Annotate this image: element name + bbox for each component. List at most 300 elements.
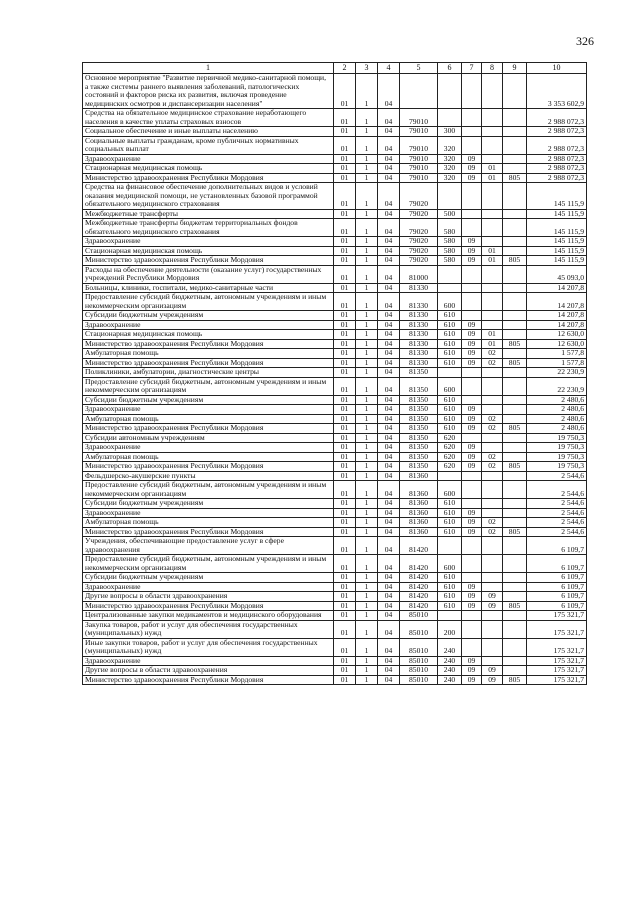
direction-cell: 79010 [400,136,438,154]
table-row [83,620,587,638]
expense-type-cell: 580 [438,246,462,256]
expense-type-cell [438,537,462,555]
subsection-cell [482,74,503,109]
subprogram-cell: 1 [356,675,378,685]
subsection-cell: 09 [482,592,503,602]
subprogram-cell: 1 [356,555,378,573]
subprogram-cell: 1 [356,527,378,537]
section-cell: 09 [462,462,482,472]
amount-cell: 145 115,9 [527,219,587,237]
program-cell: 01 [334,433,356,443]
direction-cell: 81350 [400,405,438,415]
name-cell: Амбулаторная помощь [83,414,334,424]
program-cell: 01 [334,377,356,395]
ministry-cell [503,638,527,656]
table-row [83,395,587,405]
event-cell: 04 [378,358,400,368]
program-cell: 01 [334,173,356,183]
table-row [83,405,587,415]
ministry-cell [503,330,527,340]
subprogram-cell: 1 [356,592,378,602]
amount-cell: 12 630,0 [527,339,587,349]
subsection-cell [482,537,503,555]
subprogram-cell: 1 [356,127,378,137]
name-cell: Стационарная медицинская помощь [83,164,334,174]
table-row [83,339,587,349]
event-cell: 04 [378,136,400,154]
subprogram-cell: 1 [356,183,378,210]
ministry-cell: 805 [503,339,527,349]
event-cell: 04 [378,499,400,509]
direction-cell: 79010 [400,127,438,137]
expense-type-cell: 610 [438,414,462,424]
direction-cell: 81350 [400,368,438,378]
name-cell: Закупка товаров, работ и услуг для обеспечения государственных (муниципальных) нужд [83,620,334,638]
program-cell: 01 [334,349,356,359]
name-cell: Другие вопросы в области здравоохранения [83,592,334,602]
event-cell: 04 [378,265,400,283]
name-cell: Здравоохранение [83,656,334,666]
direction-cell: 81350 [400,452,438,462]
ministry-cell [503,537,527,555]
subprogram-cell: 1 [356,377,378,395]
program-cell: 01 [334,443,356,453]
subsection-cell [482,395,503,405]
expense-type-cell: 610 [438,499,462,509]
expense-type-cell: 610 [438,358,462,368]
expense-type-cell: 240 [438,656,462,666]
section-cell [462,109,482,127]
direction-cell: 81330 [400,293,438,311]
table-row [83,433,587,443]
ministry-cell [503,611,527,621]
table-row [83,283,587,293]
subprogram-cell: 1 [356,283,378,293]
section-cell [462,620,482,638]
ministry-cell [503,377,527,395]
event-cell: 04 [378,405,400,415]
direction-cell: 81420 [400,537,438,555]
direction-cell: 85010 [400,656,438,666]
section-cell: 09 [462,443,482,453]
expense-type-cell: 610 [438,508,462,518]
ministry-cell [503,109,527,127]
ministry-cell [503,246,527,256]
amount-cell: 145 115,9 [527,183,587,210]
event-cell: 04 [378,164,400,174]
name-cell: Здравоохранение [83,508,334,518]
ministry-cell [503,164,527,174]
name-cell: Расходы на обеспечение деятельности (оказание услуг) государственных учреждений Республики Мордовия [83,265,334,283]
subsection-cell [482,368,503,378]
subprogram-cell: 1 [356,499,378,509]
amount-cell: 1 577,8 [527,358,587,368]
column-header: 5 [400,63,438,74]
column-header: 4 [378,63,400,74]
direction-cell: 81350 [400,462,438,472]
section-cell: 09 [462,527,482,537]
amount-cell: 175 321,7 [527,620,587,638]
name-cell: Предоставление субсидий бюджетным, автономным учреждениям и иным некоммерческим организациям [83,293,334,311]
expense-type-cell: 240 [438,638,462,656]
column-header: 10 [527,63,587,74]
program-cell: 01 [334,462,356,472]
amount-cell: 175 321,7 [527,656,587,666]
subsection-cell: 09 [482,666,503,676]
section-cell [462,311,482,321]
subsection-cell: 02 [482,527,503,537]
section-cell [462,183,482,210]
subprogram-cell: 1 [356,154,378,164]
subsection-cell [482,109,503,127]
subprogram-cell: 1 [356,666,378,676]
subprogram-cell: 1 [356,471,378,481]
direction-cell: 81350 [400,377,438,395]
section-cell: 09 [462,164,482,174]
event-cell: 04 [378,638,400,656]
ministry-cell [503,592,527,602]
amount-cell: 2 988 072,3 [527,136,587,154]
table-row [83,164,587,174]
column-header: 1 [83,63,334,74]
subprogram-cell: 1 [356,246,378,256]
direction-cell: 79020 [400,219,438,237]
amount-cell: 145 115,9 [527,246,587,256]
name-cell: Здравоохранение [83,320,334,330]
event-cell: 04 [378,209,400,219]
column-header: 9 [503,63,527,74]
table-row [83,377,587,395]
ministry-cell [503,452,527,462]
name-cell: Амбулаторная помощь [83,349,334,359]
amount-cell: 175 321,7 [527,666,587,676]
subprogram-cell: 1 [356,311,378,321]
program-cell: 01 [334,109,356,127]
expense-type-cell: 610 [438,311,462,321]
program-cell: 01 [334,656,356,666]
program-cell: 01 [334,154,356,164]
name-cell: Основное мероприятие "Развитие первичной медико-санитарной помощи, а также системы раннего выявления заболеваний, патологических состояний и факторов риска их развития, включая проведение медицинских осмотров и диспансеризации населения" [83,74,334,109]
table-row [83,462,587,472]
subsection-cell [482,481,503,499]
ministry-cell [503,74,527,109]
subprogram-cell: 1 [356,620,378,638]
program-cell: 01 [334,368,356,378]
section-cell: 09 [462,518,482,528]
subprogram-cell: 1 [356,330,378,340]
section-cell [462,127,482,137]
direction-cell: 81420 [400,592,438,602]
subprogram-cell: 1 [356,368,378,378]
program-cell: 01 [334,74,356,109]
amount-cell: 12 630,0 [527,330,587,340]
table-row [83,481,587,499]
expense-type-cell: 610 [438,582,462,592]
subsection-cell [482,443,503,453]
table-row [83,499,587,509]
direction-cell: 81330 [400,330,438,340]
event-cell: 04 [378,395,400,405]
event-cell: 04 [378,620,400,638]
section-cell [462,638,482,656]
direction-cell: 81350 [400,414,438,424]
table-row [83,537,587,555]
expense-type-cell [438,368,462,378]
direction-cell: 81360 [400,527,438,537]
program-cell: 01 [334,675,356,685]
program-cell: 01 [334,508,356,518]
section-cell [462,573,482,583]
section-cell [462,265,482,283]
ministry-cell: 805 [503,256,527,266]
section-cell: 09 [462,405,482,415]
section-cell: 09 [462,675,482,685]
direction-cell: 79010 [400,154,438,164]
section-cell: 09 [462,237,482,247]
table-row [83,311,587,321]
amount-cell: 2 480,6 [527,424,587,434]
subprogram-cell: 1 [356,256,378,266]
subprogram-cell: 1 [356,173,378,183]
direction-cell: 85010 [400,675,438,685]
expense-type-cell: 320 [438,164,462,174]
name-cell: Субсидии бюджетным учреждениям [83,573,334,583]
direction-cell: 79020 [400,246,438,256]
subprogram-cell: 1 [356,508,378,518]
program-cell: 01 [334,424,356,434]
section-cell: 09 [462,330,482,340]
table-row [83,256,587,266]
name-cell: Здравоохранение [83,154,334,164]
expense-type-cell: 610 [438,424,462,434]
event-cell: 04 [378,339,400,349]
program-cell: 01 [334,527,356,537]
subprogram-cell: 1 [356,136,378,154]
subsection-cell [482,508,503,518]
event-cell: 04 [378,537,400,555]
name-cell: Субсидии бюджетным учреждениям [83,311,334,321]
name-cell: Министерство здравоохранения Республики Мордовия [83,256,334,266]
subprogram-cell: 1 [356,601,378,611]
program-cell: 01 [334,620,356,638]
direction-cell: 79010 [400,173,438,183]
column-header: 8 [482,63,503,74]
subsection-cell [482,320,503,330]
ministry-cell [503,573,527,583]
section-cell [462,611,482,621]
program-cell: 01 [334,237,356,247]
expense-type-cell: 610 [438,573,462,583]
subsection-cell [482,127,503,137]
event-cell: 04 [378,109,400,127]
section-cell: 09 [462,246,482,256]
ministry-cell [503,518,527,528]
section-cell: 09 [462,656,482,666]
expense-type-cell [438,265,462,283]
column-header: 3 [356,63,378,74]
event-cell: 04 [378,256,400,266]
event-cell: 04 [378,424,400,434]
event-cell: 04 [378,311,400,321]
name-cell: Другие вопросы в области здравоохранения [83,666,334,676]
ministry-cell [503,433,527,443]
expense-type-cell: 620 [438,462,462,472]
table-row [83,675,587,685]
expense-type-cell: 320 [438,173,462,183]
expense-type-cell: 610 [438,339,462,349]
table-row [83,237,587,247]
table-row [83,219,587,237]
event-cell: 04 [378,330,400,340]
ministry-cell: 805 [503,424,527,434]
table-row [83,508,587,518]
table-row [83,265,587,283]
event-cell: 04 [378,349,400,359]
ministry-cell [503,136,527,154]
expense-type-cell: 610 [438,320,462,330]
ministry-cell [503,481,527,499]
amount-cell: 175 321,7 [527,638,587,656]
name-cell: Централизованные закупки медикаментов и медицинского оборудования [83,611,334,621]
direction-cell: 81420 [400,582,438,592]
program-cell: 01 [334,601,356,611]
amount-cell: 2 480,6 [527,395,587,405]
event-cell: 04 [378,518,400,528]
ministry-cell [503,183,527,210]
direction-cell: 81330 [400,339,438,349]
table-header-row [83,63,587,74]
amount-cell: 2 480,6 [527,405,587,415]
subsection-cell: 02 [482,518,503,528]
program-cell: 01 [334,638,356,656]
event-cell: 04 [378,173,400,183]
subprogram-cell: 1 [356,265,378,283]
ministry-cell [503,320,527,330]
amount-cell: 145 115,9 [527,256,587,266]
budget-table [82,62,587,685]
event-cell: 04 [378,237,400,247]
subsection-cell [482,237,503,247]
expense-type-cell: 610 [438,330,462,340]
event-cell: 04 [378,183,400,210]
expense-type-cell: 610 [438,349,462,359]
subsection-cell: 02 [482,349,503,359]
section-cell: 09 [462,339,482,349]
direction-cell: 85010 [400,620,438,638]
direction-cell: 81360 [400,518,438,528]
direction-cell: 81330 [400,320,438,330]
direction-cell: 79020 [400,209,438,219]
name-cell: Учреждения, обеспечивающие предоставление услуг в сфере здравоохранения [83,537,334,555]
amount-cell: 145 115,9 [527,237,587,247]
event-cell: 04 [378,368,400,378]
program-cell: 01 [334,481,356,499]
expense-type-cell: 500 [438,209,462,219]
ministry-cell: 805 [503,601,527,611]
ministry-cell [503,414,527,424]
table-row [83,573,587,583]
amount-cell: 175 321,7 [527,611,587,621]
table-row [83,109,587,127]
ministry-cell [503,349,527,359]
subprogram-cell: 1 [356,582,378,592]
expense-type-cell: 600 [438,377,462,395]
direction-cell: 85010 [400,638,438,656]
expense-type-cell: 610 [438,592,462,602]
subprogram-cell: 1 [356,320,378,330]
event-cell: 04 [378,320,400,330]
section-cell: 09 [462,508,482,518]
program-cell: 01 [334,330,356,340]
expense-type-cell [438,183,462,210]
name-cell: Министерство здравоохранения Республики Мордовия [83,173,334,183]
subsection-cell [482,265,503,283]
program-cell: 01 [334,537,356,555]
direction-cell: 81330 [400,358,438,368]
ministry-cell [503,508,527,518]
section-cell [462,136,482,154]
amount-cell: 2 544,6 [527,471,587,481]
expense-type-cell: 580 [438,219,462,237]
ministry-cell [503,368,527,378]
event-cell: 04 [378,154,400,164]
section-cell: 09 [462,320,482,330]
name-cell: Министерство здравоохранения Республики Мордовия [83,358,334,368]
event-cell: 04 [378,675,400,685]
program-cell: 01 [334,395,356,405]
section-cell [462,368,482,378]
name-cell: Больницы, клиники, госпитали, медико-санитарные части [83,283,334,293]
program-cell: 01 [334,320,356,330]
subprogram-cell: 1 [356,638,378,656]
subsection-cell [482,183,503,210]
event-cell: 04 [378,127,400,137]
program-cell: 01 [334,293,356,311]
subprogram-cell: 1 [356,518,378,528]
subsection-cell: 02 [482,414,503,424]
amount-cell: 2 988 072,3 [527,154,587,164]
name-cell: Стационарная медицинская помощь [83,330,334,340]
subsection-cell [482,293,503,311]
table-row [83,611,587,621]
amount-cell: 6 109,7 [527,582,587,592]
section-cell [462,219,482,237]
event-cell: 04 [378,582,400,592]
subsection-cell: 01 [482,330,503,340]
amount-cell: 22 230,9 [527,368,587,378]
amount-cell: 1 577,8 [527,349,587,359]
expense-type-cell: 610 [438,527,462,537]
event-cell: 04 [378,601,400,611]
amount-cell: 6 109,7 [527,592,587,602]
expense-type-cell: 600 [438,293,462,311]
direction-cell: 79020 [400,183,438,210]
subsection-cell [482,471,503,481]
expense-type-cell: 610 [438,395,462,405]
table-row [83,136,587,154]
section-cell [462,555,482,573]
event-cell: 04 [378,414,400,424]
subsection-cell [482,377,503,395]
table-row [83,368,587,378]
table-row [83,582,587,592]
ministry-cell [503,395,527,405]
event-cell: 04 [378,74,400,109]
event-cell: 04 [378,656,400,666]
amount-cell: 175 321,7 [527,675,587,685]
subsection-cell [482,499,503,509]
subsection-cell [482,611,503,621]
